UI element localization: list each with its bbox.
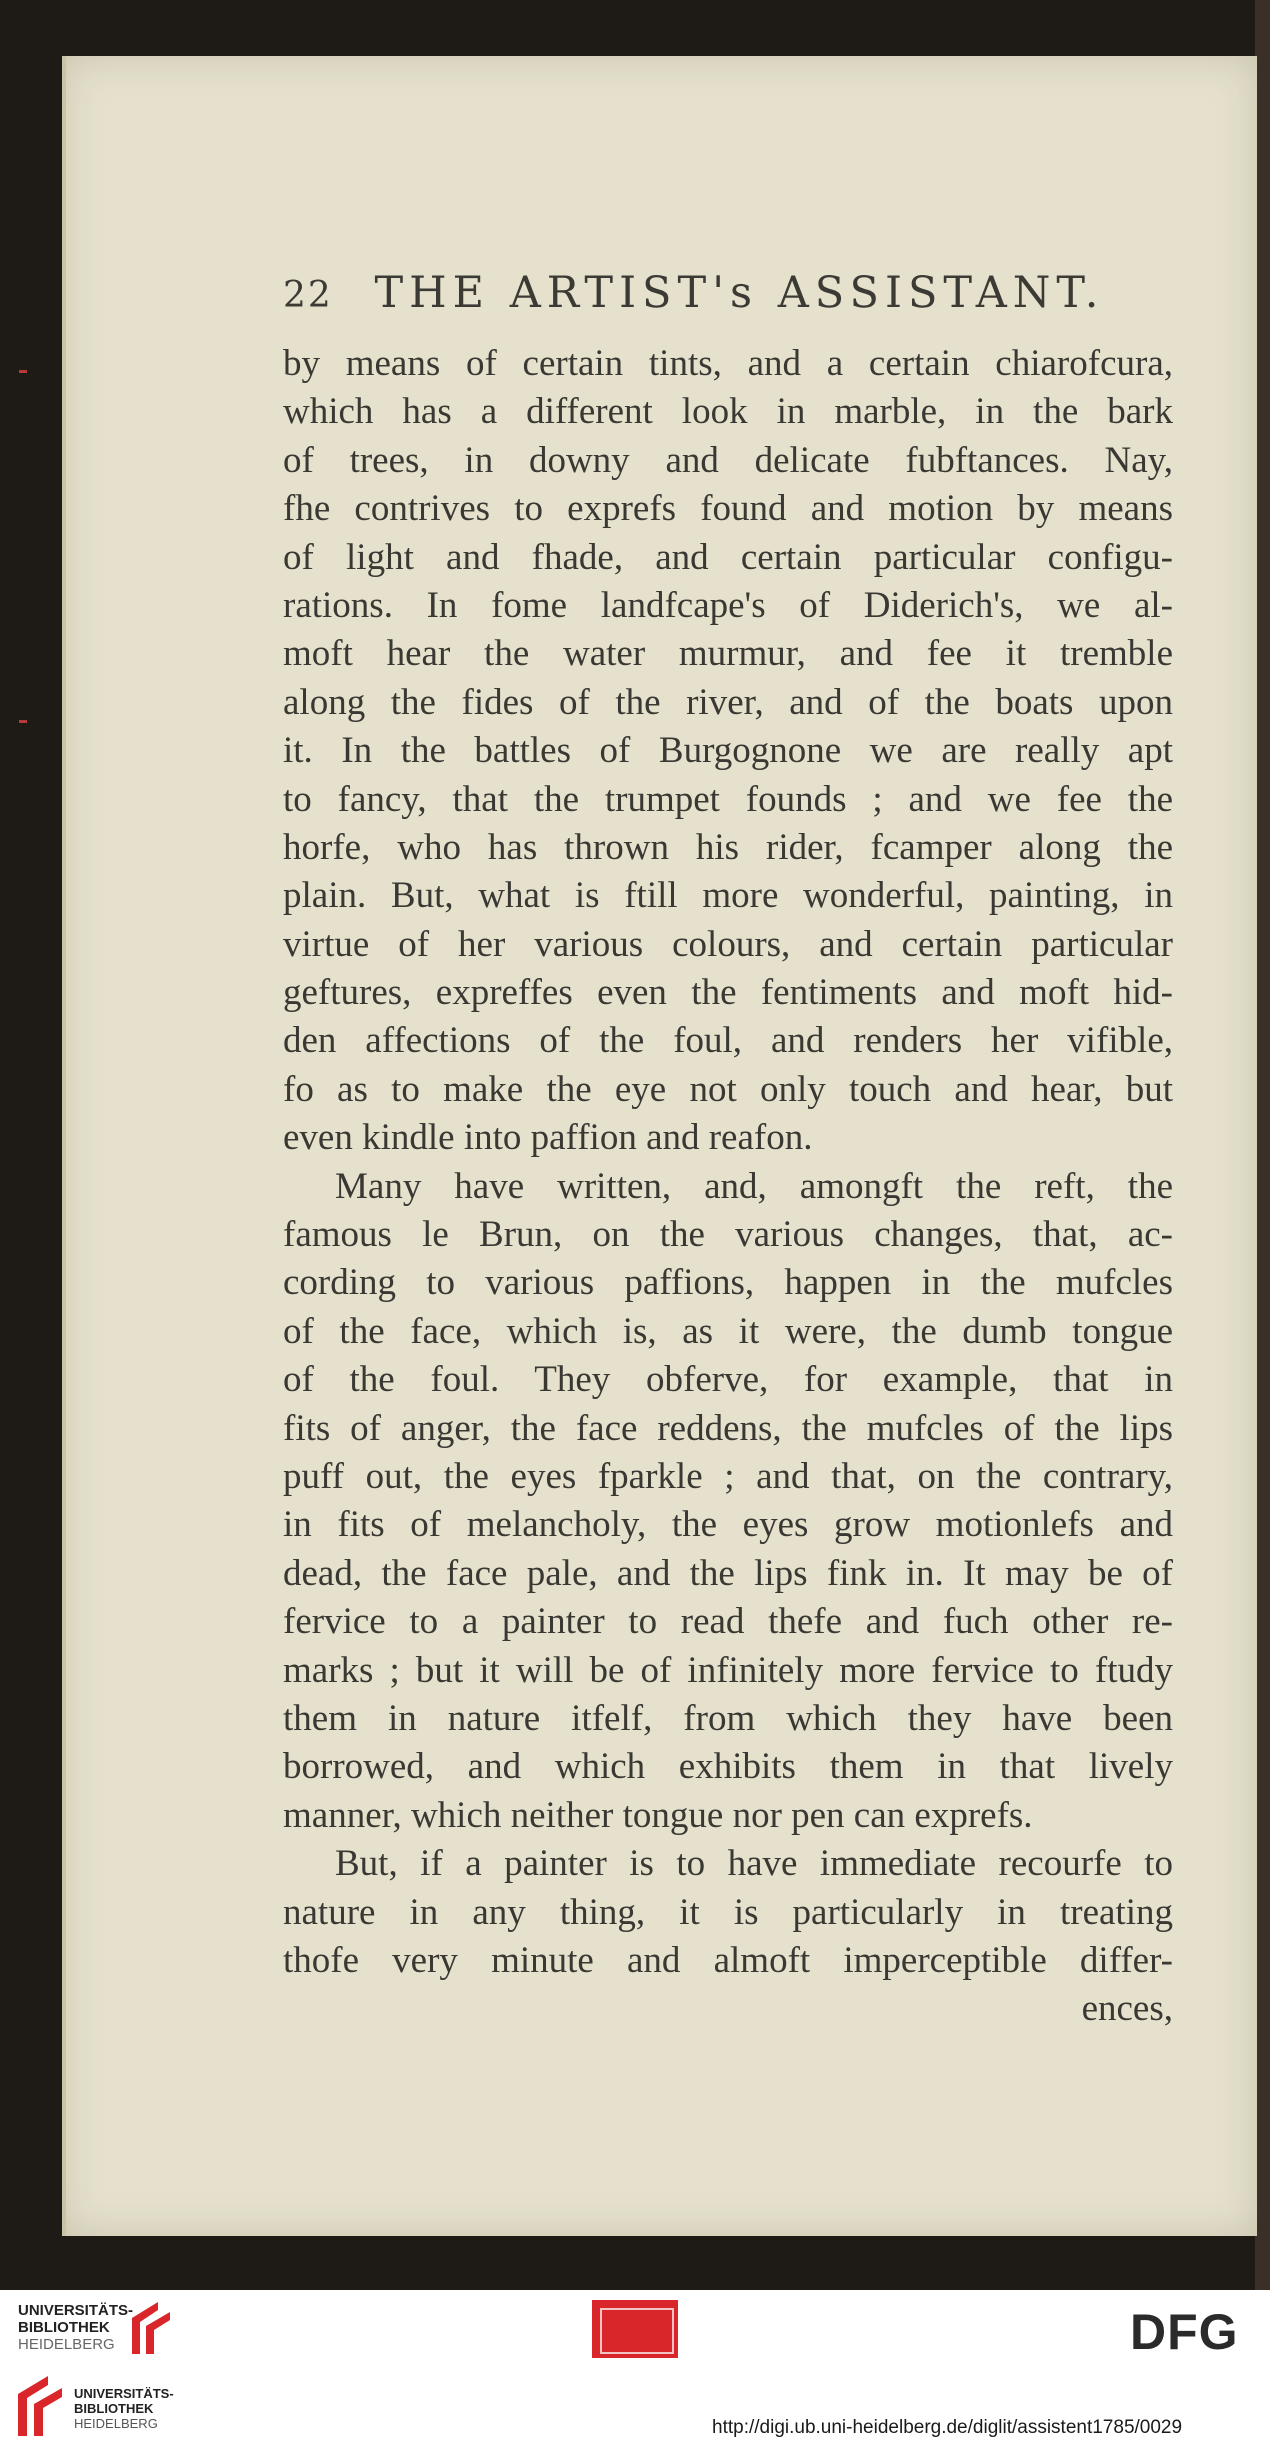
scan-edge	[1255, 0, 1270, 2290]
text-line: famous le Brun, on the various changes, that, ac-	[283, 1214, 1173, 1256]
text-line: fhe contrives to exprefs found and motion by means	[283, 488, 1173, 530]
project-logo[interactable]	[592, 2300, 678, 2358]
text-line: of trees, in downy and delicate fubftances. Nay,	[283, 439, 1173, 481]
margin-mark	[19, 370, 27, 373]
dfg-logo[interactable]: DFG	[1130, 2304, 1239, 2360]
page-gutter	[62, 56, 66, 2236]
library-name-line: UNIVERSITÄTS-	[18, 2302, 134, 2319]
text-line: which has a different look in marble, in the bark	[283, 391, 1173, 433]
text-line: by means of certain tints, and a certain chiarofcura,	[283, 343, 1173, 384]
text-line: to fancy, that the trumpet founds ; and we fee the	[283, 778, 1173, 820]
text-line: fits of anger, the face reddens, the mufcles of the lips	[283, 1407, 1173, 1449]
text-line: of the foul. They obferve, for example, that in	[283, 1359, 1173, 1401]
library-name-line: HEIDELBERG	[18, 2336, 115, 2353]
text-line: borrowed, and which exhibits them in that lively	[283, 1746, 1173, 1788]
library-name-line: BIBLIOTHEK	[74, 2401, 154, 2416]
text-line: nature in any thing, it is particularly in treating	[283, 1891, 1173, 1933]
library-name-line: HEIDELBERG	[74, 2416, 158, 2431]
text-line: moft hear the water murmur, and fee it tremble	[283, 633, 1173, 675]
text-line: along the fides of the river, and of the boats upon	[283, 681, 1173, 723]
text-line: them in nature itfelf, from which they have been	[283, 1697, 1173, 1739]
permalink-url[interactable]: http://digi.ub.uni-heidelberg.de/diglit/assistent1785/0029	[712, 2417, 1183, 2438]
text-line: horfe, who has thrown his rider, fcamper along the	[283, 826, 1173, 868]
text-line: cording to various paffions, happen in the mufcles	[283, 1262, 1173, 1304]
library-mark-icon	[14, 2372, 66, 2440]
text-line: fo as to make the eye not only touch and hear, but	[283, 1068, 1173, 1110]
text-line: puff out, the eyes fparkle ; and that, on the contrary,	[283, 1455, 1173, 1497]
text-line: of the face, which is, as it were, the dumb tongue	[283, 1310, 1173, 1352]
text-line: Many have written, and, amongft the reft, the	[335, 1165, 1173, 1207]
text-line: manner, which neither tongue nor pen can exprefs.	[283, 1794, 1033, 1836]
text-line: in fits of melancholy, the eyes grow motionlefs and	[283, 1504, 1173, 1546]
project-logo-frame	[600, 2308, 674, 2354]
library-logo-top[interactable]	[18, 2302, 133, 2353]
library-mark-icon	[128, 2298, 174, 2358]
text-line: dead, the face pale, and the lips fink in. It may be of	[283, 1552, 1173, 1594]
text-line: virtue of her various colours, and certain particular	[283, 923, 1173, 965]
text-line: of light and fhade, and certain particular configu-	[283, 536, 1173, 578]
text-line: it. In the battles of Burgognone we are really apt	[283, 730, 1173, 772]
text-line: rations. In fome landfcape's of Diderich's, we al-	[283, 584, 1173, 626]
text-line: even kindle into paffion and reafon.	[283, 1117, 813, 1159]
text-line: den affections of the foul, and renders her vifible,	[283, 1020, 1173, 1062]
page-number: 22	[283, 275, 333, 316]
text-line: ences,	[1081, 1988, 1173, 2030]
library-name-line: UNIVERSITÄTS-	[74, 2386, 174, 2401]
running-head	[283, 268, 1183, 328]
text-line: fervice to a painter to read thefe and fuch other re-	[283, 1601, 1173, 1643]
margin-mark	[19, 720, 27, 723]
running-title: THE ARTIST's ASSISTANT.	[374, 268, 1105, 318]
text-line: marks ; but it will be of infinitely more fervice to ftudy	[283, 1649, 1173, 1691]
page-text	[283, 340, 1173, 2034]
library-logo-bottom[interactable]	[74, 2386, 174, 2431]
library-name-line: BIBLIOTHEK	[18, 2319, 110, 2336]
text-line: plain. But, what is ftill more wonderful, painting, in	[283, 875, 1173, 917]
text-line: thofe very minute and almoft imperceptible differ-	[283, 1939, 1173, 1981]
text-line: geftures, expreffes even the fentiments and moft hid-	[283, 972, 1173, 1014]
text-line: But, if a painter is to have immediate recourfe to	[335, 1843, 1173, 1885]
